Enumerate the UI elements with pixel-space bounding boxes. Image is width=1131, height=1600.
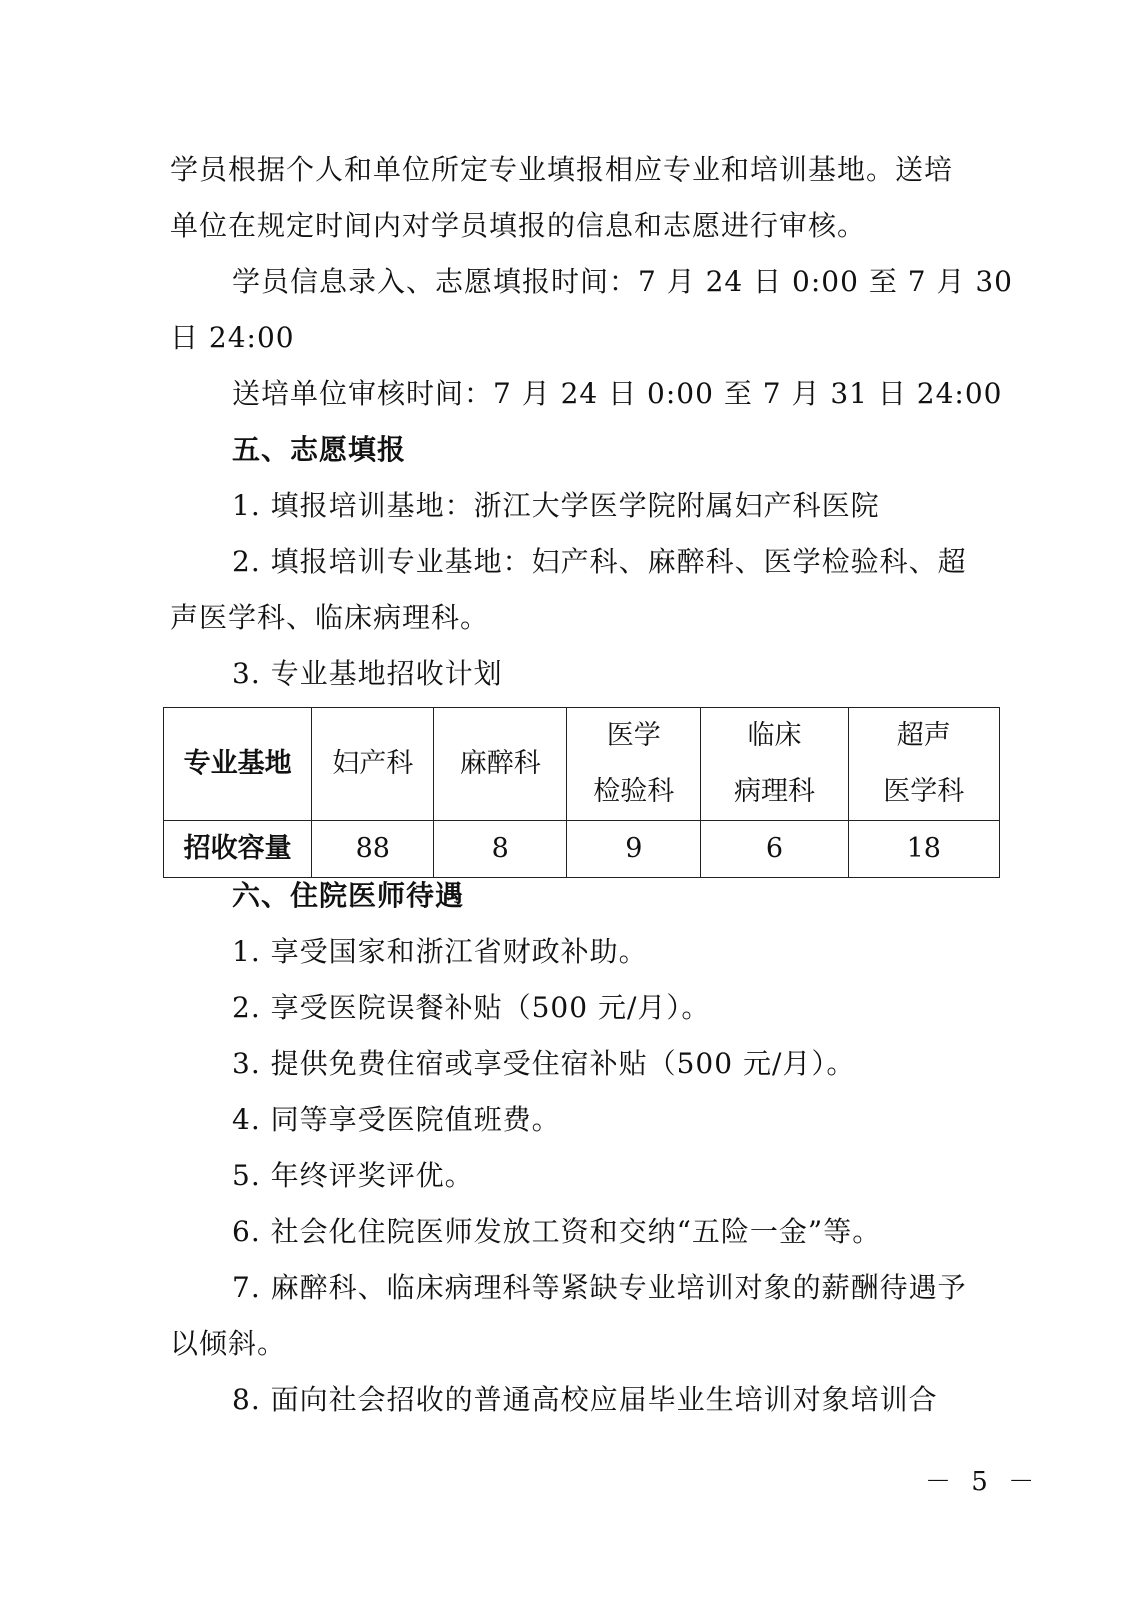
list-item: 4. 同等享受医院值班费。 — [232, 1103, 561, 1136]
section-heading: 六、住院医师待遇 — [232, 879, 465, 912]
list-item-continuation: 以倾斜。 — [170, 1327, 287, 1360]
paragraph-line: 单位在规定时间内对学员填报的信息和志愿进行审核。 — [170, 209, 867, 242]
table-cell: 9 — [567, 821, 701, 878]
table-header-cell — [567, 708, 701, 821]
list-item: 2. 享受医院误餐补贴（500 元/月）。 — [232, 991, 711, 1024]
paragraph-line: 学员根据个人和单位所定专业填报相应专业和培训基地。送培 — [170, 153, 954, 186]
table-header-cell: 妇产科 — [312, 708, 434, 821]
table-header-cell: 麻醉科 — [434, 708, 567, 821]
table-header-row — [164, 708, 1000, 821]
list-item: 7. 麻醉科、临床病理科等紧缺专业培训对象的薪酬待遇予 — [232, 1271, 967, 1304]
section-heading: 五、志愿填报 — [232, 433, 407, 466]
list-item: 5. 年终评奖评优。 — [232, 1159, 474, 1192]
list-item-continuation: 声医学科、临床病理科。 — [170, 601, 490, 634]
header-line: 超声 — [896, 720, 951, 751]
table-header-cell — [848, 708, 999, 821]
table-cell: 6 — [701, 821, 848, 878]
list-item: 3. 专业基地招收计划 — [232, 657, 503, 690]
header-line: 检验科 — [593, 776, 675, 807]
table-row-label: 招收容量 — [164, 821, 312, 878]
table-cell: 18 — [848, 821, 999, 878]
header-line: 医学 — [606, 720, 661, 751]
list-item: 2. 填报培训专业基地：妇产科、麻醉科、医学检验科、超 — [232, 545, 967, 578]
table-cell: 88 — [312, 821, 434, 878]
header-line: 医学科 — [883, 776, 965, 807]
paragraph-line: 日 24:00 — [170, 321, 295, 354]
table-header-label: 专业基地 — [164, 708, 312, 821]
table-header-cell — [701, 708, 848, 821]
paragraph-line: 学员信息录入、志愿填报时间：7 月 24 日 0:00 至 7 月 30 — [232, 265, 1013, 298]
table-cell: 8 — [434, 821, 567, 878]
list-item: 1. 享受国家和浙江省财政补助。 — [232, 935, 648, 968]
list-item: 3. 提供免费住宿或享受住宿补贴（500 元/月）。 — [232, 1047, 856, 1080]
quota-table — [163, 707, 1000, 878]
paragraph-line: 送培单位审核时间：7 月 24 日 0:00 至 7 月 31 日 24:00 — [232, 377, 1003, 410]
list-item: 6. 社会化住院医师发放工资和交纳“五险一金”等。 — [232, 1215, 882, 1248]
header-line: 临床 — [747, 720, 802, 751]
list-item: 8. 面向社会招收的普通高校应届毕业生培训对象培训合 — [232, 1383, 938, 1416]
list-item: 1. 填报培训基地：浙江大学医学院附属妇产科医院 — [232, 489, 880, 522]
header-line: 病理科 — [733, 776, 815, 807]
page-number: － 5 － — [925, 1467, 1041, 1497]
